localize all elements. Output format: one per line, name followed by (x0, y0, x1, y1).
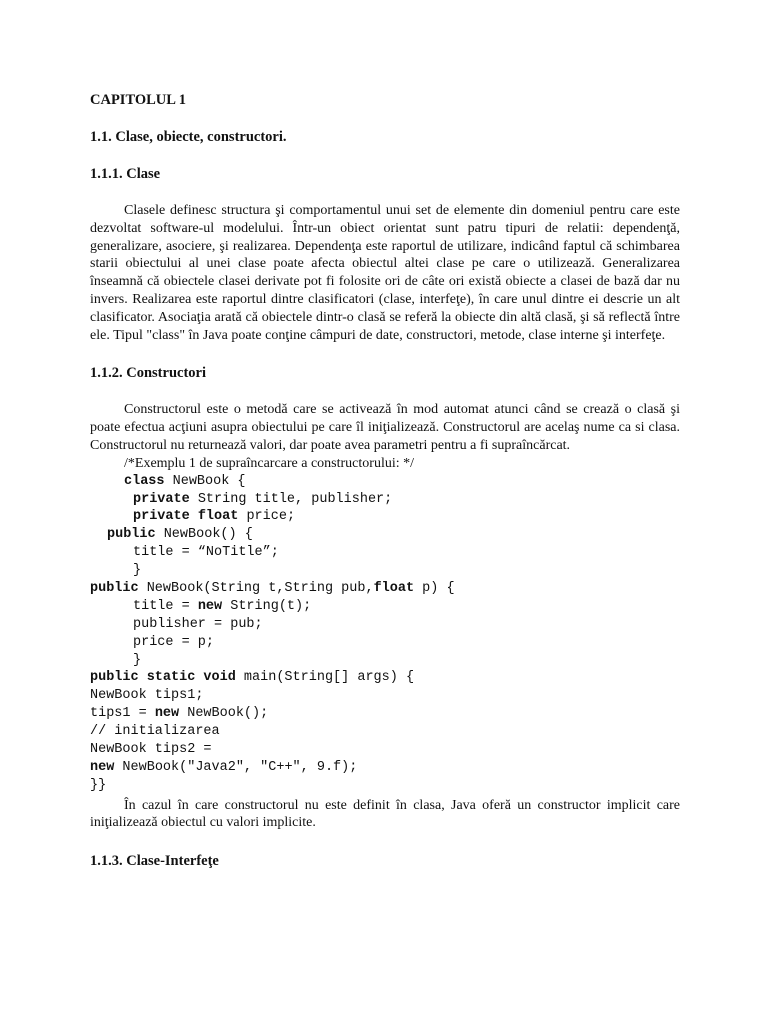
code-line (90, 669, 680, 687)
code-line: price = p; (133, 634, 215, 650)
code-text: NewBook() { (155, 527, 253, 543)
code-line (90, 473, 680, 491)
code-keyword: new (197, 598, 223, 614)
code-text: title = (133, 598, 198, 614)
code-line (90, 598, 680, 616)
paragraph-constructor-implicit: În cazul în care constructorul nu este definit în clasa, Java oferă un constructor implicit care iniţializează obiectul cu valori implicite. (90, 797, 680, 831)
code-keyword: new (90, 759, 115, 775)
code-text (190, 509, 198, 524)
code-text: String title, publisher; (189, 491, 393, 507)
subsection-heading-clase: 1.1.1. Clase (90, 166, 161, 182)
code-line (90, 508, 680, 526)
code-comment: /*Exemplu 1 de supraîncarcare a constructorului: */ (124, 455, 415, 471)
paragraph-constructori: Constructorul este o metodă care se activează în mod automat atunci când se crează o clasă şi poate efectua acţiuni asupra obiectului pe care îl iniţializează. Constructorul are acelaş nume ca si clasa. Constructorul nu returnează valori, dar poate avea parametri pentru a fi supraîncărcat. (90, 402, 680, 453)
subsection-heading-constructori: 1.1.2. Constructori (90, 365, 206, 382)
chapter-heading: CAPITOLUL 1 (90, 92, 187, 108)
code-line: } (133, 563, 142, 579)
document-content (90, 91, 680, 889)
code-keyword: public static void (90, 670, 236, 686)
code-line (90, 705, 680, 723)
code-line: }} (90, 777, 107, 793)
code-text: NewBook(); (179, 706, 269, 722)
section-heading: 1.1. Clase, obiecte, constructori. (90, 129, 287, 145)
code-line: // initializarea (90, 724, 220, 740)
code-keyword: class (124, 473, 165, 489)
code-text: main(String[] args) { (235, 670, 415, 686)
code-text: NewBook(String t,String pub, (138, 581, 374, 596)
code-line (90, 580, 680, 598)
subsection-heading-clase-interfete: 1.1.3. Clase-Interfeţe (90, 853, 219, 870)
code-text: NewBook { (164, 473, 246, 489)
code-text: NewBook("Java2", "C++", 9.f); (114, 759, 358, 775)
code-line: title = “NoTitle”; (133, 545, 279, 561)
code-keyword: public (90, 581, 139, 596)
code-keyword: private (133, 509, 190, 525)
code-text: String(t); (222, 598, 312, 614)
code-line (90, 491, 680, 509)
code-line: } (133, 652, 142, 668)
code-line (90, 526, 680, 544)
code-line (90, 759, 680, 777)
code-text: price; (238, 509, 296, 525)
code-keyword: float (373, 581, 415, 596)
code-text: p) { (414, 581, 455, 596)
code-line: publisher = pub; (133, 616, 263, 632)
code-line: NewBook tips1; (90, 688, 204, 704)
code-keyword: new (154, 706, 180, 722)
code-keyword: float (197, 509, 239, 525)
code-text: tips1 = (90, 706, 155, 722)
paragraph-clase: Clasele definesc structura şi comportamentul unui set de elemente din domeniul pentru care este dezvoltat software-ul modelului. Într-un obiect orientat sunt patru tipuri de relatii: dependenţă, generalizare, asociere, şi realizarea. Dependenţa este raportul de utilizare, indicând faptul că schimbarea starii obiectului al unei clase poate afecta obiectul altei clase pe care o utilizează. Generalizarea înseamnă că obiectele clasei derivate pot fi folosite ori de câte ori există obiecte a clasei de bază dar nu invers. Realizarea este raportul dintre clasificatori (clase, interfeţe), în care unul dintre ei descrie un alt clasificator. Asociaţia arată că obiectele dintr-o clasă se referă la obiecte din altă clasă, şi să reflectă între ele. Tipul "class" în Java poate conţine câmpuri de date, constructori, metode, clase interne şi interfeţe. (90, 203, 680, 343)
code-block (90, 455, 680, 795)
code-keyword: private (133, 491, 190, 507)
code-keyword: public (107, 527, 156, 543)
code-line: NewBook tips2 = (90, 742, 212, 758)
